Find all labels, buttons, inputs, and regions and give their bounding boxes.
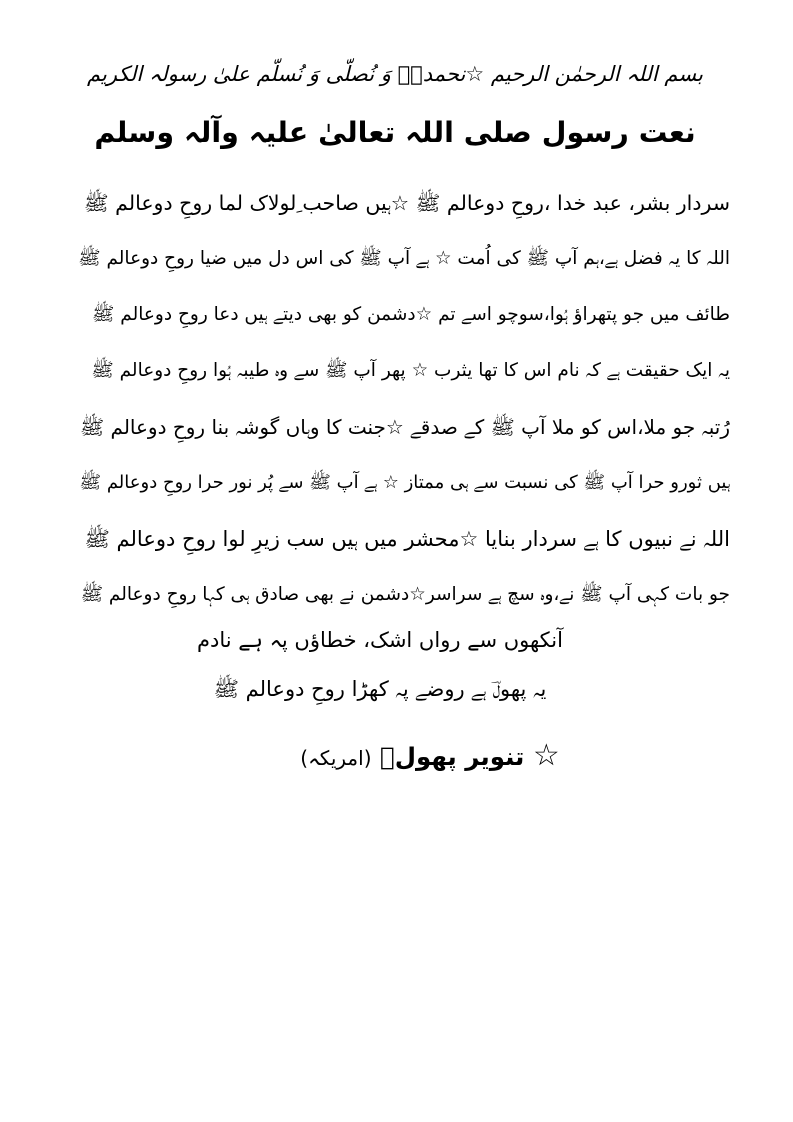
page-title: نعت رسول صلی اللہ تعالیٰ علیہ وآلہ وسلم <box>94 116 696 149</box>
verse-line: طائف میں جو پتھراؤ ہُوا،سوچو اسے تم ☆دشمن کو بھی دیتے ہیں دعا روحِ دوعالم ﷺ <box>92 304 730 325</box>
verse-line: اللہ نے نبیوں کا ہے سردار بنایا ☆محشر میں ہیں سب زیرِ لوا روحِ دوعالم ﷺ <box>84 527 730 551</box>
verse-line: جو بات کہی آپ ﷺ نے،وہ سچ ہے سراسر☆دشمن نے بھی صادق ہی کہا روحِ دوعالم ﷺ <box>80 584 730 605</box>
verse-line: یہ ایک حقیقت ہے کہ نام اس کا تھا یثرب ☆ پھر آپ ﷺ سے وہ طیبہ ہُوا روحِ دوعالم ﷺ <box>91 360 730 381</box>
verse-line: سردار بشر، عبد خدا ،روحِ دوعالم ﷺ ☆ہیں صاحب ِلولاک لما روحِ دوعالم ﷺ <box>83 191 730 215</box>
poet-location: (امریکہ) <box>300 746 372 770</box>
star-icon: ☆ <box>532 738 560 773</box>
verse-line: اللہ کا یہ فضل ہے،ہم آپ ﷺ کی اُمت ☆ ہے آپ ﷺ کی اس دل میں ضیا روحِ دوعالم ﷺ <box>78 248 730 269</box>
closing-line: آنکھوں سے رواں اشک، خطاؤں پہ ہے نادم <box>197 628 563 652</box>
poet-signature <box>300 738 560 773</box>
verse-line: ہیں ثورو حرا آپ ﷺ کی نسبت سے ہی ممتاز ☆ ہے آپ ﷺ سے پُر نور حرا روحِ دوعالم ﷺ <box>79 472 730 493</box>
verse-line: رُتبہ جو ملا،اس کو ملا آپ ﷺ کے صدقے ☆جنت کا وہاں گوشہ بنا روحِ دوعالم ﷺ <box>79 415 730 439</box>
bismillah-heading: بسم اللہ الرحمٰن الرحیم ☆نحمدہٗ وَ نُصلّی وَ نُسلّم علیٰ رسولہ الکریم <box>87 62 703 86</box>
closing-line: یہ پھولؔ ہے روضے پہ کھڑا روحِ دوعالم ﷺ <box>213 677 547 701</box>
poet-name: تنویر پھولؔ <box>380 742 525 771</box>
